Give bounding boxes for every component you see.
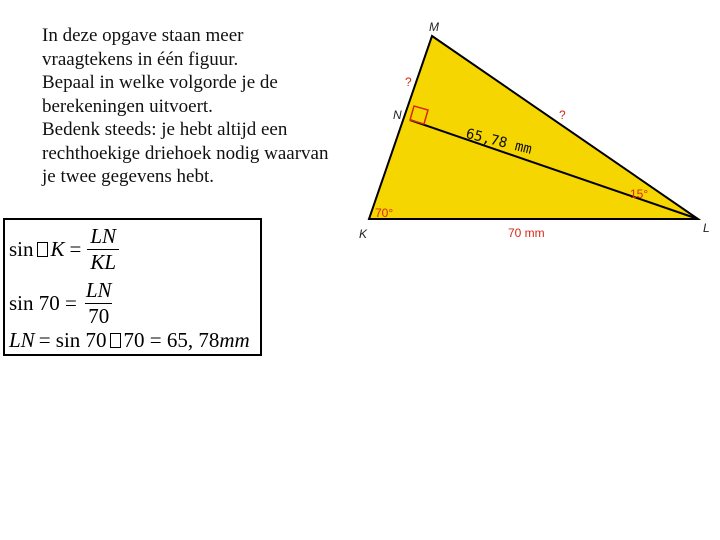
unknown-ml-label: ? [559, 108, 566, 122]
instruction-line: Bedenk steeds: je hebt altijd een [42, 119, 288, 140]
formula-numerator: LN [85, 278, 112, 302]
missing-glyph-icon [37, 242, 48, 257]
formula-result-var: LN [9, 328, 35, 352]
instruction-line: rechthoekige driehoek nodig waarvan [42, 142, 329, 164]
formula-denominator: KL [87, 249, 119, 275]
instruction-line: berekeningen uitvoert. [42, 95, 213, 117]
formula-var-k: K [50, 237, 65, 261]
vertex-label-m: M [429, 20, 439, 34]
formula-result-unit: mm [219, 328, 250, 352]
instruction-line: Bepaal in welke volgorde je de [42, 72, 278, 93]
formula-sin: sin [9, 237, 34, 261]
vertex-label-k: K [359, 227, 368, 241]
instruction-line: In deze opgave staan meer [42, 25, 244, 46]
vertex-label-n: N [393, 108, 402, 122]
angle-k-label: 70° [375, 206, 394, 220]
angle-l-label: 15° [630, 187, 649, 201]
triangle-fill [369, 36, 698, 219]
formula-equals: = [69, 237, 82, 261]
formula-fraction [83, 278, 115, 329]
formula-denominator: 70 [85, 303, 112, 329]
instruction-line: vraagtekens in één figuur. [42, 48, 239, 70]
formula-line-2 [9, 278, 115, 329]
formula-result-value: 70 = 65, 78 [123, 328, 220, 352]
unknown-mn-label: ? [405, 75, 412, 89]
formula-fraction [87, 224, 119, 275]
formula-numerator: LN [90, 224, 117, 248]
formula-box [3, 218, 262, 356]
side-kl-label: 70 mm [508, 226, 545, 240]
formula-lhs: sin 70 = [9, 291, 77, 315]
formula-result-mid: = sin 70 [38, 328, 107, 352]
segment-nl-label: 65,78 mm [464, 126, 534, 158]
formula-line-3 [9, 328, 250, 353]
formula-line-1 [9, 224, 119, 275]
missing-glyph-icon [110, 333, 121, 348]
instruction-line: je twee gegevens hebt. [42, 166, 214, 187]
vertex-label-l: L [703, 221, 710, 235]
